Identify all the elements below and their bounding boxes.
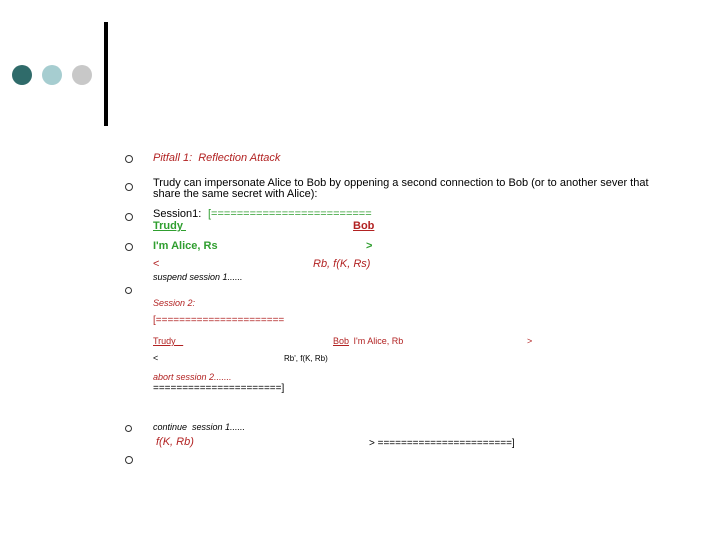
bullet-icon xyxy=(125,183,133,191)
session1-arrow-left: < xyxy=(153,258,160,270)
session1-bob: Bob xyxy=(353,220,375,232)
session1-channel: [========================= xyxy=(208,208,372,220)
bullet-icon xyxy=(125,155,133,163)
continue-reply: f(K, Rb) xyxy=(156,436,194,448)
session2-label: Session 2: xyxy=(153,298,196,308)
session2-bob: Bob xyxy=(333,336,350,346)
continue-session1: continue session 1...... xyxy=(153,422,246,432)
bullet-icon xyxy=(125,287,132,294)
session2-close: ======================] xyxy=(153,383,285,394)
session2-msg2: Rb', f(K, Rb) xyxy=(284,354,328,363)
bullet-icon xyxy=(125,425,132,432)
session2-arrow-right: > xyxy=(527,336,533,346)
session1-msg1: I'm Alice, Rs xyxy=(153,240,218,252)
continue-close: > =======================] xyxy=(369,438,515,449)
intro-line-2: share the same secret with Alice): xyxy=(153,188,318,200)
session2-msg1: I'm Alice, Rb xyxy=(351,336,404,346)
session2-arrow-left: < xyxy=(153,353,159,363)
session2-channel: [====================== xyxy=(153,315,285,326)
bullet-icon xyxy=(125,243,133,251)
decor-dot-dark xyxy=(12,65,32,85)
decor-dot-gray xyxy=(72,65,92,85)
session1-label: Session1: xyxy=(153,208,202,220)
session1-trudy: Trudy xyxy=(153,220,187,232)
session2-trudy: Trudy xyxy=(153,336,184,346)
decor-vertical-bar xyxy=(104,22,108,126)
session1-msg2: Rb, f(K, Rs) xyxy=(313,258,371,270)
slide-title: Pitfall 1: Reflection Attack xyxy=(153,152,281,164)
bullet-icon xyxy=(125,213,133,221)
session1-suspend: suspend session 1...... xyxy=(153,272,243,282)
session2-abort: abort session 2....... xyxy=(153,372,232,382)
intro-line-1: Trudy can impersonate Alice to Bob by oppening a second connection to Bob (or to another sever that xyxy=(153,177,649,189)
decor-dot-light xyxy=(42,65,62,85)
bullet-icon xyxy=(125,456,133,464)
session1-arrow-right: > xyxy=(366,240,373,252)
